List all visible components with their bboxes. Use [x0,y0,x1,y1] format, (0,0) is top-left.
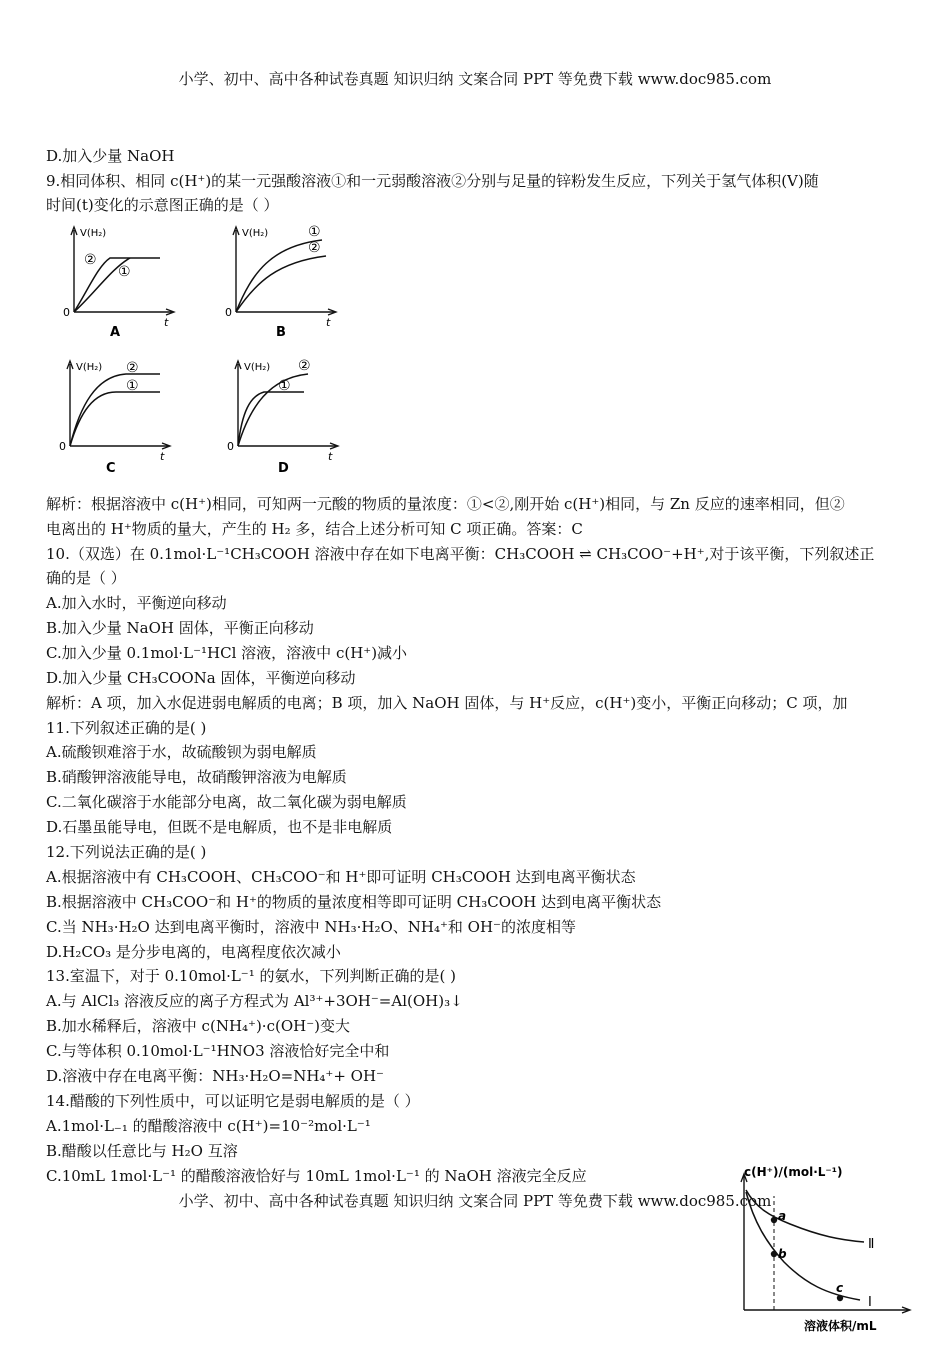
q11-option-d: D.石墨虽能导电，但既不是电解质，也不是非电解质 [46,818,393,836]
q9-graph-d-xlabel: t [328,450,333,463]
q9-graph-c-ylabel: V(H₂) [76,362,103,373]
q9-graph-d-ylabel: V(H₂) [244,362,271,373]
q9-graph-a-xlabel: t [164,316,169,329]
q9-graph-d-curve2: ② [298,358,311,374]
q8-option-d: D.加入少量 NaOH [46,147,175,165]
q13-option-a: A.与 AlCl₃ 溶液反应的离子方程式为 Al³⁺+3OH⁻=Al(OH)₃↓ [46,992,463,1010]
q11-stem: 11.下列叙述正确的是( ) [46,719,207,737]
q10-option-c: C.加入少量 0.1mol·L⁻¹HCl 溶液，溶液中 c(H⁺)减小 [46,644,408,662]
q9-graph-c-origin: 0 [59,440,66,453]
q12-option-b: B.根据溶液中 CH₃COO⁻和 H⁺的物质的量浓度相等即可证明 CH₃COOH 达到电离平衡状态 [46,893,662,911]
q11-option-b: B.硝酸钾溶液能导电，故硝酸钾溶液为电解质 [46,768,347,786]
q10-analysis: 解析：A 项，加入水促进弱电解质的电离；B 项，加入 NaOH 固体，与 H⁺反应，c(H⁺)变小，平衡正向移动；C 项，加 [46,694,848,712]
q9-graph-b [222,222,342,346]
q12-stem: 12.下列说法正确的是( ) [46,843,207,861]
side-graph-curve-ii: Ⅱ [868,1237,875,1252]
q13-option-c: C.与等体积 0.10mol·L⁻¹HNO3 溶液恰好完全中和 [46,1042,390,1060]
q9-graph-a [60,222,180,346]
q9-graph-d [224,356,344,480]
side-graph-ylabel: c(H⁺)/(mol·L⁻¹) [744,1165,843,1179]
q9-stem-line2: 时间(t)变化的示意图正确的是（ ） [46,196,279,214]
q14-stem: 14.醋酸的下列性质中，可以证明它是弱电解质的是（ ） [46,1092,420,1110]
side-graph-point-a: a [778,1209,787,1223]
q9-graph-c [56,356,176,480]
q10-option-b: B.加入少量 NaOH 固体，平衡正向移动 [46,619,314,637]
side-graph-point-c: c [836,1281,844,1295]
q10-option-a: A.加入水时，平衡逆向移动 [46,594,227,612]
q9-graph-b-origin: 0 [225,306,232,319]
page-header: 小学、初中、高中各种试卷真题 知识归纳 文案合同 PPT 等免费下载 www.doc985.com [178,70,772,88]
q9-graph-c-curve2: ② [126,360,139,376]
q11-option-c: C.二氧化碳溶于水能部分电离，故二氧化碳为弱电解质 [46,793,407,811]
q14-option-a: A.1mol·L₋₁ 的醋酸溶液中 c(H⁺)=10⁻²mol·L⁻¹ [46,1117,371,1135]
q14-option-c: C.10mL 1mol·L⁻¹ 的醋酸溶液恰好与 10mL 1mol·L⁻¹ 的 NaOH 溶液完全反应 [46,1167,587,1185]
q12-option-a: A.根据溶液中有 CH₃COOH、CH₃COO⁻和 H⁺即可证明 CH₃COOH 达到电离平衡状态 [46,868,636,886]
q13-option-d: D.溶液中存在电离平衡：NH₃·H₂O=NH₄⁺+ OH⁻ [46,1067,384,1085]
q10-stem-line1: 10.（双选）在 0.1mol·L⁻¹CH₃COOH 溶液中存在如下电离平衡：CH₃COOH ⇌ CH₃COO⁻+H⁺,对于该平衡，下列叙述正 [46,545,875,563]
q12-option-c: C.当 NH₃·H₂O 达到电离平衡时，溶液中 NH₃·H₂O、NH₄⁺和 OH⁻的浓度相等 [46,918,576,936]
page-footer: 小学、初中、高中各种试卷真题 知识归纳 文案合同 PPT 等免费下载 www.doc985.com [178,1192,772,1210]
side-graph-curve-i: Ⅰ [868,1295,872,1310]
side-graph-point-b: b [778,1247,787,1261]
q9-graph-a-curve1: ① [118,264,131,280]
q9-graph-c-curve1: ① [126,378,139,394]
q11-option-a: A.硫酸钡难溶于水，故硫酸钡为弱电解质 [46,743,317,761]
q9-graph-b-letter: B [276,325,286,340]
q13-stem: 13.室温下，对于 0.10mol·L⁻¹ 的氨水，下列判断正确的是( ) [46,967,456,985]
q9-graph-a-letter: A [110,325,121,340]
q9-analysis-line2: 电离出的 H⁺物质的量大，产生的 H₂ 多，结合上述分析可知 C 项正确。答案：C [46,520,583,538]
side-graph [730,1162,930,1346]
q10-stem-line2: 确的是（ ） [46,569,126,587]
q9-stem-line1: 9.相同体积、相同 c(H⁺)的某一元强酸溶液①和一元弱酸溶液②分别与足量的锌粉发生反应，下列关于氢气体积(V)随 [46,172,819,190]
q9-graph-b-curve1: ① [308,224,321,240]
q9-graph-d-curve1: ① [278,378,291,394]
q9-graph-b-curve2: ② [308,240,321,256]
q9-graph-b-xlabel: t [326,316,331,329]
q9-graph-a-curve2: ② [84,252,97,268]
q9-graph-a-ylabel: V(H₂) [80,228,107,239]
q13-option-b: B.加水稀释后，溶液中 c(NH₄⁺)·c(OH⁻)变大 [46,1017,350,1035]
q14-option-b: B.醋酸以任意比与 H₂O 互溶 [46,1142,238,1160]
q9-analysis-line1: 解析：根据溶液中 c(H⁺)相同，可知两一元酸的物质的量浓度：①<②,刚开始 c(H⁺)相同，与 Zn 反应的速率相同，但② [46,495,845,513]
q9-graph-d-letter: D [278,461,289,476]
q9-graph-b-ylabel: V(H₂) [242,228,269,239]
q9-graph-a-origin: 0 [63,306,70,319]
q12-option-d: D.H₂CO₃ 是分步电离的，电离程度依次减小 [46,943,341,961]
side-graph-xlabel: 溶液体积/mL [804,1319,877,1333]
q9-graph-c-xlabel: t [160,450,165,463]
q10-option-d: D.加入少量 CH₃COONa 固体，平衡逆向移动 [46,669,356,687]
q9-graph-d-origin: 0 [227,440,234,453]
q9-graph-c-letter: C [106,461,116,476]
